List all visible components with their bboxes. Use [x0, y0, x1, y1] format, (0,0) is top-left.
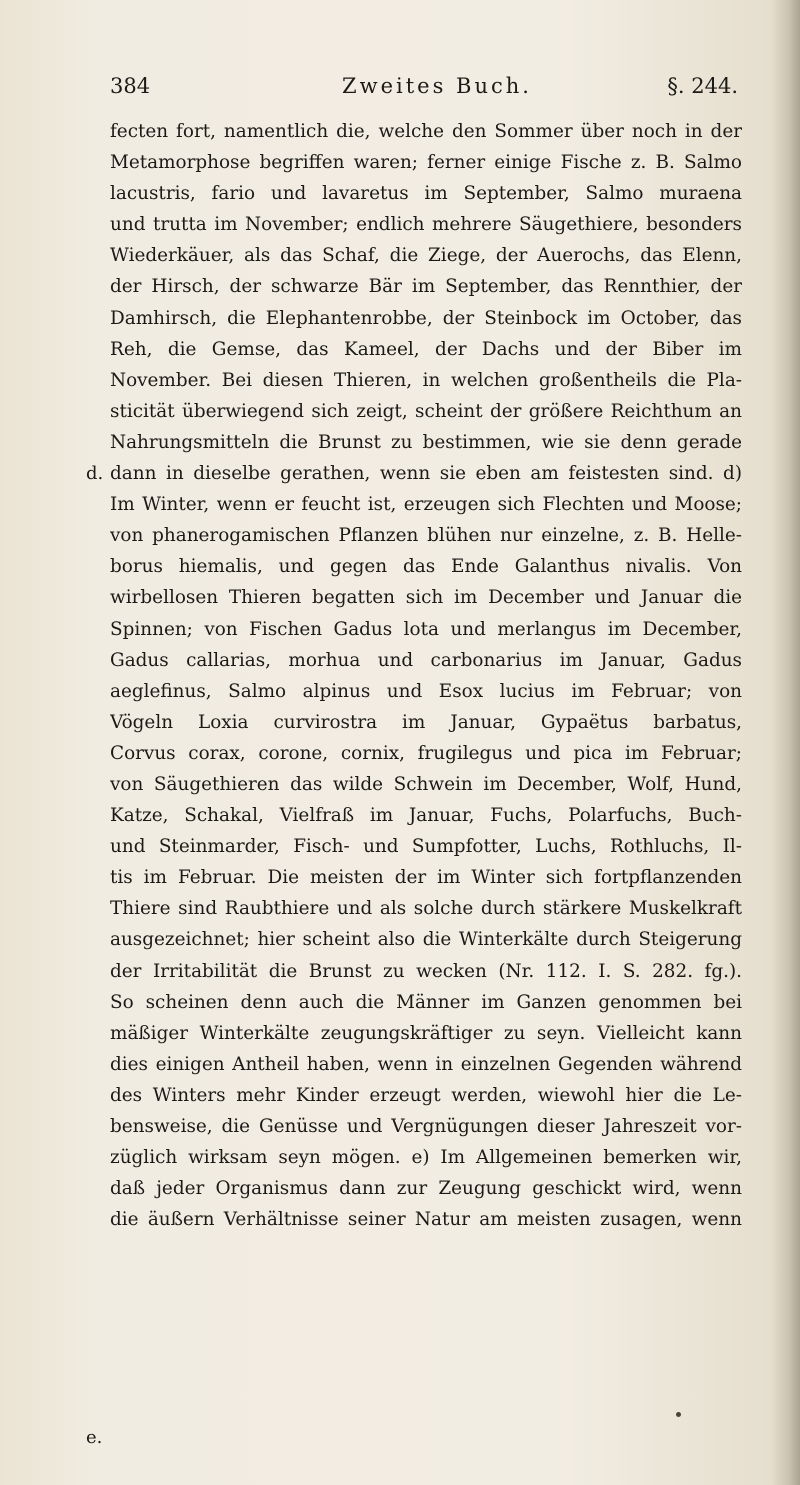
text-line: fecten fort, namentlich die, welche den Sommer über noch in der [110, 121, 742, 142]
text-line: ausgezeichnet; hier scheint also die Winterkälte durch Steigerung [110, 929, 742, 951]
text-line: dies einigen Antheil haben, wenn in einzelnen Gegenden während [110, 1053, 742, 1075]
text-line: dann in dieselbe gerathen, wenn sie eben am feistesten sind. d) [110, 463, 742, 485]
body-text [110, 116, 742, 1235]
text-line: wirbellosen Thieren begatten sich im December und Januar die [110, 587, 742, 609]
text-line: So scheinen denn auch die Männer im Ganzen genommen bei [110, 991, 742, 1013]
text-line: Im Winter, wenn er feucht ist, erzeugen sich Flechten und Moose; [110, 494, 742, 516]
page-gutter-shadow [772, 0, 800, 1485]
text-line: und trutta im November; endlich mehrere Säugethiere, besonders [110, 214, 742, 236]
section-reference: §. 244. [667, 74, 738, 98]
text-line: Gadus callarias, morhua und carbonarius im Januar, Gadus [110, 649, 742, 671]
page-number: 384 [110, 74, 151, 98]
text-line: züglich wirksam seyn mögen. e) Im Allgemeinen bemerken wir, [110, 1147, 742, 1169]
margin-mark: e. [86, 1427, 103, 1449]
text-line: Wiederkäuer, als das Schaf, die Ziege, der Auerochs, das Elenn, [110, 245, 742, 267]
text-line: Nahrungsmitteln die Brunst zu bestimmen, wie sie denn gerade [110, 431, 742, 453]
running-title: Zweites Buch. [342, 74, 532, 98]
text-line: Spinnen; von Fischen Gadus lota und merlangus im December, [110, 618, 742, 640]
text-line: November. Bei diesen Thieren, in welchen großentheils die Pla- [110, 369, 742, 391]
text-line: bensweise, die Genüsse und Vergnügungen dieser Jahreszeit vor- [110, 1116, 742, 1137]
text-line: aeglefinus, Salmo alpinus und Esox lucius im Februar; von [110, 680, 742, 702]
text-line: Thiere sind Raubthiere und als solche durch stärkere Muskelkraft [110, 898, 742, 920]
text-line: Corvus corax, corone, cornix, frugilegus und pica im Februar; [110, 742, 742, 764]
margin-mark: d. [86, 463, 104, 485]
text-line: daß jeder Organismus dann zur Zeugung geschickt wird, wenn [110, 1178, 742, 1200]
text-line: Damhirsch, die Elephantenrobbe, der Steinbock im October, das [110, 307, 742, 329]
text-line: die äußern Verhältnisse seiner Natur am meisten zusagen, wenn [110, 1209, 742, 1231]
page-header [110, 74, 738, 104]
text-line: sticität überwiegend sich zeigt, scheint der größere Reichthum an [110, 400, 742, 422]
text-line: mäßiger Winterkälte zeugungskräftiger zu seyn. Vielleicht kann [110, 1022, 742, 1044]
text-line: der Hirsch, der schwarze Bär im September, das Rennthier, der [110, 276, 742, 298]
text-line: des Winters mehr Kinder erzeugt werden, wiewohl hier die Le- [110, 1084, 742, 1106]
text-line: tis im Februar. Die meisten der im Winter sich fortpflanzenden [110, 867, 742, 889]
text-line: Metamorphose begriffen waren; ferner einige Fische z. B. Salmo [110, 152, 742, 174]
text-line: Katze, Schakal, Vielfraß im Januar, Fuchs, Polarfuchs, Buch- [110, 805, 742, 827]
text-line: lacustris, fario und lavaretus im September, Salmo muraena [110, 183, 742, 205]
text-line: Vögeln Loxia curvirostra im Januar, Gypaëtus barbatus, [110, 711, 742, 733]
ink-dot [676, 1412, 681, 1417]
text-line: borus hiemalis, und gegen das Ende Galanthus nivalis. Von [110, 556, 742, 578]
text-line: Reh, die Gemse, das Kameel, der Dachs und der Biber im [110, 338, 742, 360]
text-line: der Irritabilität die Brunst zu wecken (Nr. 112. I. S. 282. fg.). [110, 960, 742, 982]
text-line: und Steinmarder, Fisch- und Sumpfotter, Luchs, Rothluchs, Il- [110, 836, 742, 858]
text-line: von Säugethieren das wilde Schwein im December, Wolf, Hund, [110, 773, 742, 795]
text-line: von phanerogamischen Pflanzen blühen nur einzelne, z. B. Helle- [110, 525, 742, 547]
